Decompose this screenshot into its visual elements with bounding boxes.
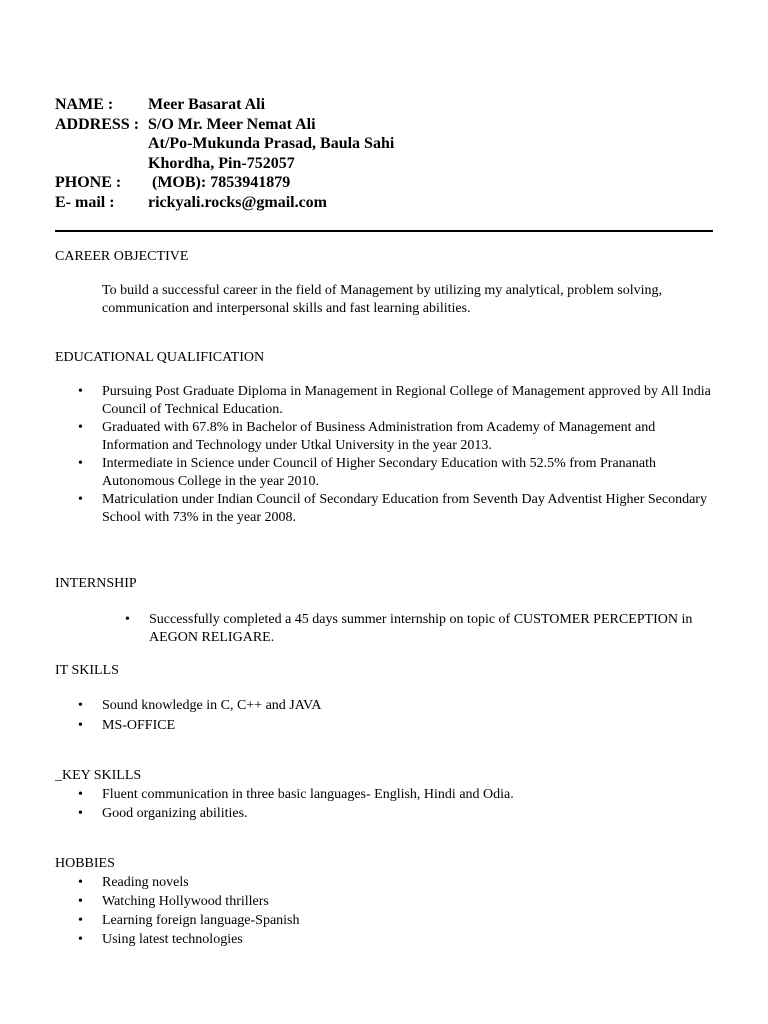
career-objective-text: To build a successful career in the field of Management by utilizing my analytical, problem solving, communication and interpersonal skills and fast learning abilities.	[102, 283, 663, 316]
list-item: • Good organizing abilities.	[55, 805, 713, 823]
list-item: • Watching Hollywood thrillers	[55, 893, 713, 911]
list-item: • Pursuing Post Graduate Diploma in Management in Regional College of Management approved by All India Council of Technical Education.	[55, 383, 713, 419]
email-label: E- mail :	[55, 193, 115, 211]
address-line-1: S/O Mr. Meer Nemat Ali	[148, 115, 316, 133]
name-label: NAME :	[55, 96, 114, 113]
address-row-2	[55, 134, 394, 154]
education-title: EDUCATIONAL QUALIFICATION	[55, 350, 265, 365]
list-item: • Graduated with 67.8% in Bachelor of Business Administration from Academy of Management and Information and Technology under Utkal University in the year 2013.	[55, 419, 713, 455]
list-item: • Using latest technologies	[55, 931, 713, 949]
phone-label: PHONE :	[55, 174, 122, 191]
list-item: • Fluent communication in three basic languages- English, Hindi and Odia.	[55, 786, 713, 804]
email-row	[55, 193, 394, 213]
address-line-3: Khordha, Pin-752057	[148, 154, 295, 172]
phone-value: (MOB): 7853941879	[148, 174, 291, 191]
it-skills-title: IT SKILLS	[55, 663, 119, 678]
internship-title: INTERNSHIP	[55, 576, 137, 591]
email-value: rickyali.rocks@gmail.com	[148, 193, 328, 211]
name-row	[55, 95, 394, 115]
it-skills-list	[55, 697, 713, 735]
address-row	[55, 115, 394, 135]
hobbies-title: HOBBIES	[55, 856, 115, 871]
key-skills-title: _KEY SKILLS	[55, 768, 142, 783]
key-skills-list	[55, 786, 713, 823]
list-item: • Reading novels	[55, 874, 713, 892]
list-item: • Intermediate in Science under Council of Higher Secondary Education with 52.5% from Prananath Autonomous College in the year 2010.	[55, 455, 713, 491]
list-item: • Successfully completed a 45 days summer internship on topic of CUSTOMER PERCEPTION in AEGON RELIGARE.	[102, 611, 713, 647]
contact-header	[55, 95, 394, 212]
name-value: Meer Basarat Ali	[148, 96, 266, 113]
hobbies-list	[55, 874, 713, 949]
list-item: • MS-OFFICE	[55, 717, 713, 735]
header-divider	[55, 230, 713, 232]
address-row-3	[55, 154, 394, 174]
address-line-2: At/Po-Mukunda Prasad, Baula Sahi	[148, 135, 395, 152]
list-item: • Sound knowledge in C, C++ and JAVA	[55, 697, 713, 715]
list-item: • Matriculation under Indian Council of Secondary Education from Seventh Day Adventist Higher Secondary School with 73% in the year 2008.	[55, 491, 713, 527]
list-item: • Learning foreign language-Spanish	[55, 912, 713, 930]
phone-row	[55, 173, 394, 193]
address-label: ADDRESS :	[55, 115, 144, 133]
education-list	[55, 383, 713, 527]
career-objective-title: CAREER OBJECTIVE	[55, 249, 189, 264]
internship-list	[102, 611, 713, 647]
